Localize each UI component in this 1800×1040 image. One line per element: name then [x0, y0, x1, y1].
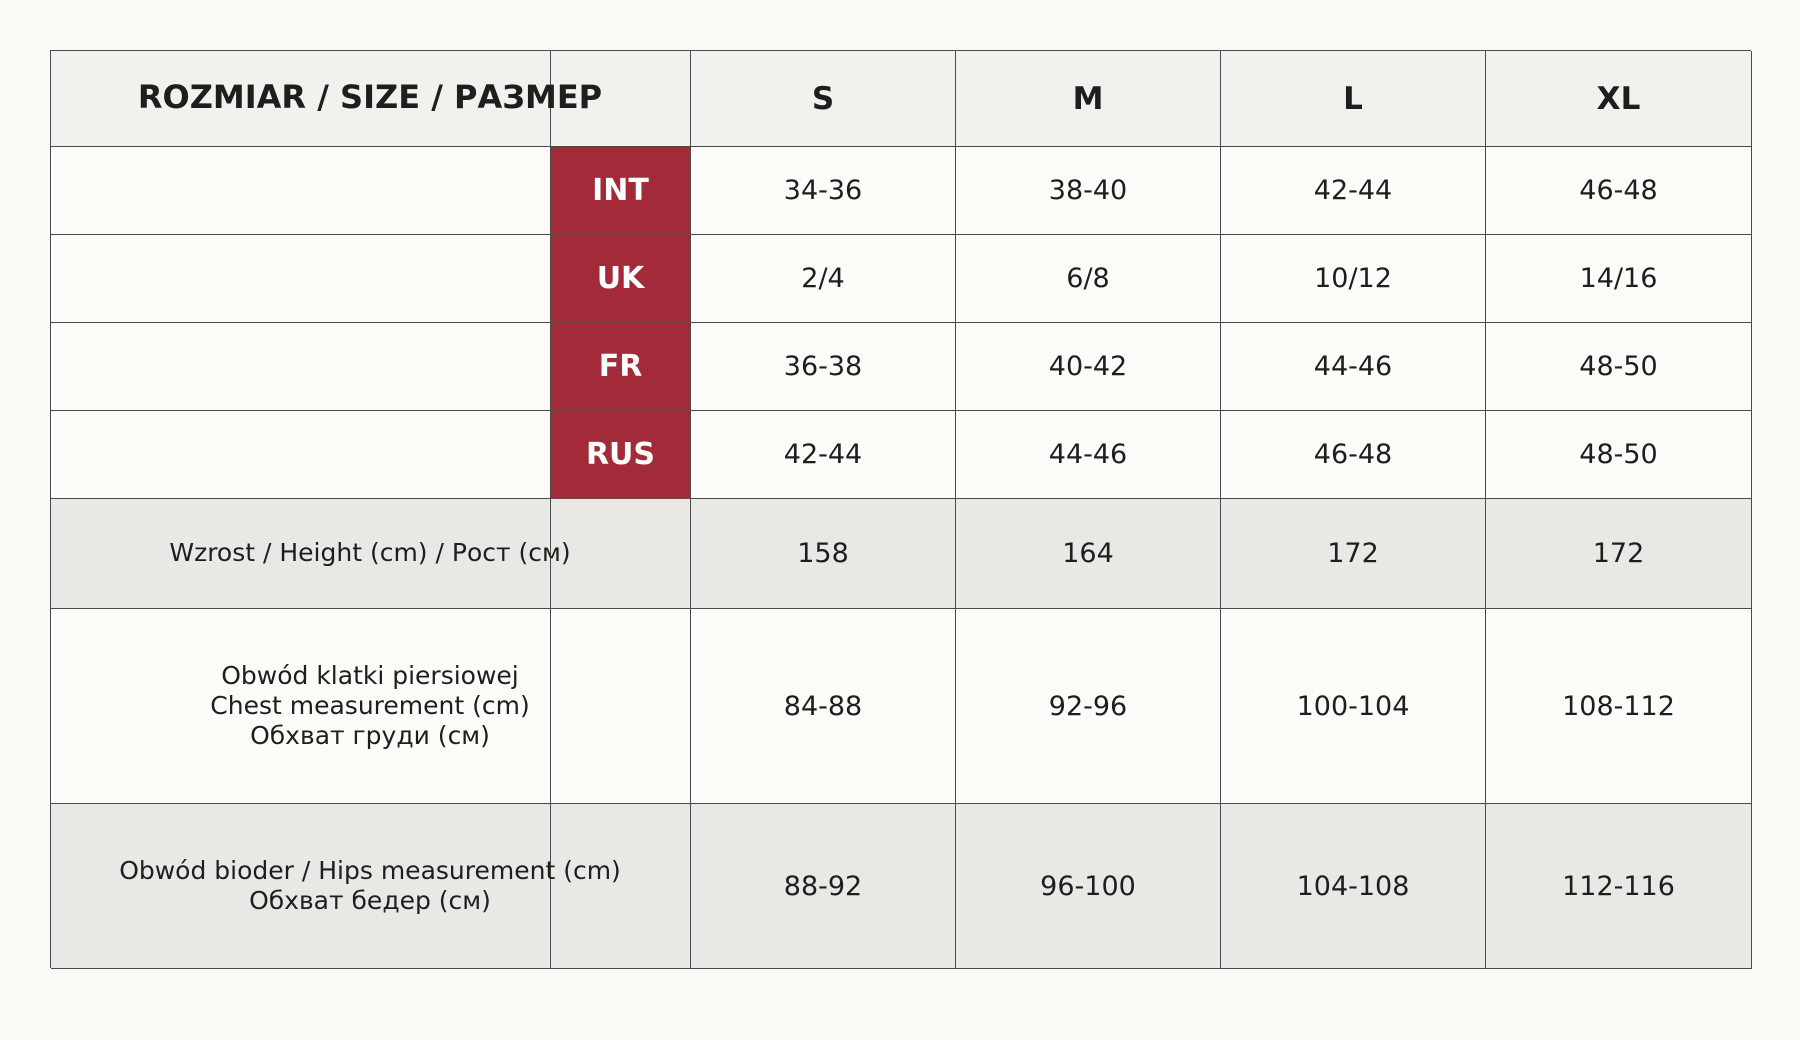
header-label-cell — [51, 51, 551, 147]
table-cell: 172 — [1486, 499, 1752, 609]
table-cell: 172 — [1221, 499, 1486, 609]
table-cell: 48-50 — [1486, 323, 1752, 411]
header-size-s: S — [691, 51, 956, 147]
row-label-cell — [51, 411, 551, 499]
row-label-line: Wzrost / Height (cm) / Рост (см) — [169, 538, 571, 567]
table-cell: 100-104 — [1221, 609, 1486, 804]
table-cell: 46-48 — [1486, 147, 1752, 235]
table-cell: 44-46 — [1221, 323, 1486, 411]
table-cell: 84-88 — [691, 609, 956, 804]
table-cell: 10/12 — [1221, 235, 1486, 323]
table-cell: 38-40 — [956, 147, 1221, 235]
table-cell: 42-44 — [691, 411, 956, 499]
table-cell: 48-50 — [1486, 411, 1752, 499]
table-cell: 92-96 — [956, 609, 1221, 804]
table-cell: 2/4 — [691, 235, 956, 323]
table-cell: 42-44 — [1221, 147, 1486, 235]
table-cell: 158 — [691, 499, 956, 609]
table-cell: 14/16 — [1486, 235, 1752, 323]
table-cell: 96-100 — [956, 804, 1221, 969]
size-code-uk: UK — [551, 235, 691, 323]
size-code-int: INT — [551, 147, 691, 235]
table-cell: 6/8 — [956, 235, 1221, 323]
table-cell: 88-92 — [691, 804, 956, 969]
table-cell: 36-38 — [691, 323, 956, 411]
row-code-cell — [551, 609, 691, 804]
row-label-cell — [51, 235, 551, 323]
row-label-cell — [51, 804, 551, 969]
table-cell: 40-42 — [956, 323, 1221, 411]
row-label-line: Обхват груди (см) — [250, 720, 490, 750]
table-title: ROZMIAR / SIZE / РАЗМЕР — [137, 78, 603, 116]
table-cell: 44-46 — [956, 411, 1221, 499]
row-label-cell — [51, 147, 551, 235]
table-cell: 108-112 — [1486, 609, 1752, 804]
row-label-line: Chest measurement (cm) — [210, 690, 530, 720]
row-label-line: Obwód klatki piersiowej — [221, 660, 519, 690]
size-code-fr: FR — [551, 323, 691, 411]
header-size-l: L — [1221, 51, 1486, 147]
row-label-cell — [51, 499, 551, 609]
size-code-rus: RUS — [551, 411, 691, 499]
size-chart-table — [50, 50, 1751, 968]
header-code-cell — [551, 51, 691, 147]
row-label-line: Obwód bioder / Hips measurement (cm) — [119, 855, 621, 885]
header-size-m: M — [956, 51, 1221, 147]
row-label-cell — [51, 323, 551, 411]
table-cell: 46-48 — [1221, 411, 1486, 499]
header-size-xl: XL — [1486, 51, 1752, 147]
table-cell: 164 — [956, 499, 1221, 609]
table-cell: 112-116 — [1486, 804, 1752, 969]
row-label-cell — [51, 609, 551, 804]
table-cell: 104-108 — [1221, 804, 1486, 969]
row-code-cell — [551, 499, 691, 609]
row-label-line: Обхват бедер (см) — [249, 885, 491, 915]
table-cell: 34-36 — [691, 147, 956, 235]
row-code-cell — [551, 804, 691, 969]
